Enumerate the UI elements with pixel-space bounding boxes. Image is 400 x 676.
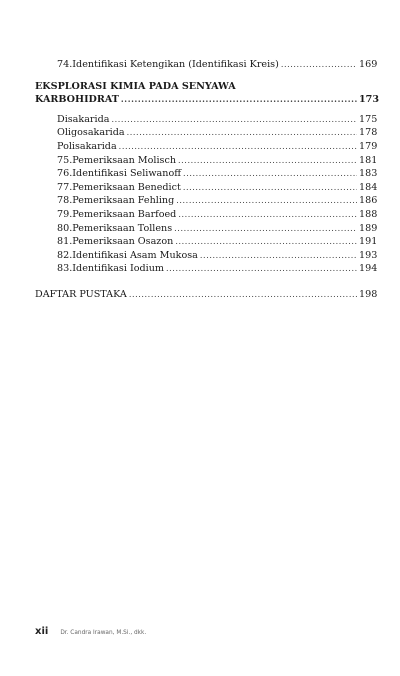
toc-entry-number: 78. <box>57 195 73 207</box>
bibliography-page: 198 <box>359 288 378 300</box>
toc-entry-number: 80. <box>57 222 73 234</box>
toc-entry[interactable] <box>35 58 377 72</box>
toc-entry[interactable] <box>35 222 377 236</box>
table-of-contents <box>35 58 380 302</box>
toc-entry[interactable] <box>35 249 377 263</box>
toc-entry-title: Pemeriksaan Tollens <box>72 222 173 234</box>
toc-entry-number: 74. <box>57 59 73 70</box>
toc-chapter-heading[interactable] <box>35 80 380 107</box>
toc-entry-page: 189 <box>359 222 378 234</box>
toc-entry[interactable] <box>35 167 377 181</box>
footer-page-number: xii <box>35 626 49 637</box>
toc-entry-number: 75. <box>57 154 73 166</box>
toc-leader-dots <box>178 208 357 222</box>
toc-section[interactable] <box>35 140 377 154</box>
toc-entry-title: Pemeriksaan Benedict <box>72 181 181 193</box>
toc-entry-page: 194 <box>359 263 378 275</box>
toc-entry-number: 83. <box>57 263 73 275</box>
toc-leader-dots <box>178 154 357 168</box>
toc-leader-dots <box>119 140 357 154</box>
chapter-title-line2: KARBOHIDRAT <box>35 94 119 106</box>
toc-entry-title: Identifikasi Seliwanoff <box>72 168 182 180</box>
page-footer <box>35 626 146 637</box>
toc-leader-dots <box>176 194 357 208</box>
toc-entry-title: Pemeriksaan Barfoed <box>72 208 177 220</box>
toc-entry[interactable] <box>35 194 377 208</box>
toc-leader-dots <box>127 126 357 140</box>
toc-entry-title: Pemeriksaan Osazon <box>72 236 174 248</box>
toc-leader-dots <box>121 93 357 107</box>
toc-leader-dots <box>183 181 357 195</box>
toc-entry[interactable] <box>35 235 377 249</box>
toc-entry-number: 77. <box>57 181 73 193</box>
toc-entry-page: 184 <box>359 181 378 193</box>
toc-section-page: 178 <box>359 127 378 139</box>
toc-entry-title: Identifikasi Asam Mukosa <box>72 249 198 261</box>
toc-section-page: 175 <box>359 113 378 125</box>
toc-entry-title: Identifikasi Iodium <box>72 263 165 275</box>
toc-entry-title: Pemeriksaan Fehling <box>72 195 175 207</box>
toc-bibliography[interactable] <box>35 288 377 302</box>
toc-entry-page: 188 <box>359 208 378 220</box>
footer-author: Dr. Candra Irawan, M.Si., dkk. <box>60 630 147 636</box>
chapter-page: 173 <box>359 94 380 106</box>
toc-entry-number: 79. <box>57 208 73 220</box>
toc-leader-dots <box>166 262 357 276</box>
toc-entry-page: 193 <box>359 249 378 261</box>
toc-entry-page: 181 <box>359 154 378 166</box>
toc-section-page: 179 <box>359 140 378 152</box>
toc-leader-dots <box>175 235 357 249</box>
toc-section-title: Disakarida <box>57 113 110 125</box>
toc-entry-page: 186 <box>359 195 378 207</box>
toc-entry[interactable] <box>35 208 377 222</box>
toc-entry-page: 183 <box>359 168 378 180</box>
toc-entry[interactable] <box>35 154 377 168</box>
bibliography-title: DAFTAR PUSTAKA <box>35 288 127 300</box>
toc-section[interactable] <box>35 113 377 127</box>
toc-section-title: Oligosakarida <box>57 127 125 139</box>
toc-entry-page: 191 <box>359 236 378 248</box>
toc-entry-number: 81. <box>57 236 73 248</box>
toc-leader-dots <box>129 288 357 302</box>
toc-entry[interactable] <box>35 262 377 276</box>
toc-entry-number: 76. <box>57 168 73 180</box>
toc-section-title: Polisakarida <box>57 140 117 152</box>
toc-leader-dots <box>200 249 357 263</box>
toc-entry[interactable] <box>35 181 377 195</box>
toc-leader-dots <box>281 58 357 72</box>
toc-entry-title: Identifikasi Ketengikan (Identifikasi Kreis) <box>72 59 279 70</box>
toc-leader-dots <box>183 167 357 181</box>
toc-entry-title: Pemeriksaan Molisch <box>72 154 177 166</box>
toc-entry-page: 169 <box>359 59 378 70</box>
toc-leader-dots <box>174 222 357 236</box>
toc-section[interactable] <box>35 126 377 140</box>
toc-entry-number: 82. <box>57 249 73 261</box>
chapter-title-line1: EKSPLORASI KIMIA PADA SENYAWA <box>35 80 236 92</box>
toc-leader-dots <box>111 113 357 127</box>
